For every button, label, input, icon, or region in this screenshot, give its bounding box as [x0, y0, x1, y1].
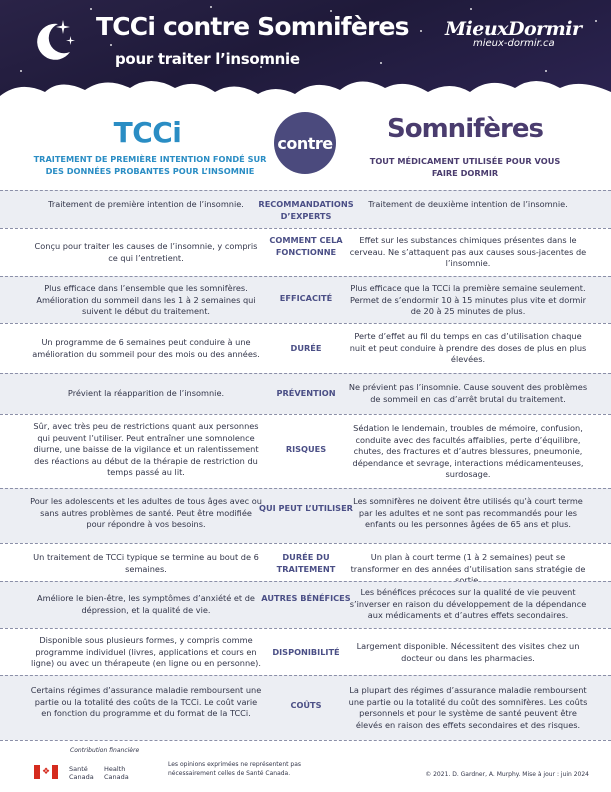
row-label: EFFICACITÉ	[279, 293, 333, 303]
somniferes-column-description: TOUT MÉDICAMENT UTILISÉE POUR VOUS FAIRE DORMIR	[369, 156, 561, 178]
tcci-cell: Pour les adolescents et les adultes de tous âges avec ou sans autres problèmes de santé. Peut être modifiée pour répondre à vos besoins.	[30, 496, 262, 530]
somniferes-cell: Les bénéfices précoces sur la qualité de vie peuvent s’inverser en raison du développement de la dépendance aux médicaments et d’autres effets secondaires.	[349, 587, 587, 621]
table-row	[0, 675, 611, 740]
tcci-cell: Prévient la réapparition de l’insomnie.	[67, 388, 225, 398]
sparkle-icon	[66, 36, 75, 45]
somniferes-cell: Un plan à court terme (1 à 2 semaines) peut se transformer en des années d’utilisation sans stratégie de	[350, 552, 586, 574]
somniferes-cell: Traitement de deuxième intention de l’insomnie.	[368, 199, 568, 209]
somniferes-cell: La plupart des régimes d’assurance maladie remboursent une partie ou la totalité du coût des somnifères. Les coûts personnels et pour le système de santé peuvent être élevés en raison des effets secondaires et des risques.	[348, 685, 588, 730]
table-row	[0, 628, 611, 675]
row-label: PRÉVENTION	[276, 388, 336, 398]
table-row	[0, 228, 611, 276]
table-row	[0, 190, 611, 228]
row-label: DISPONIBILITÉ	[272, 647, 340, 657]
row-label: RECOMMANDATIONS D’EXPERTS	[258, 199, 354, 221]
funding-label: Contribution financière	[70, 747, 140, 754]
disclaimer-text: Les opinions exprimées ne représentent pas nécessairement celles de Santé Canada.	[168, 761, 302, 777]
table-row	[0, 488, 611, 543]
table-row	[0, 323, 611, 373]
tcci-cell: Un programme de 6 semaines peut conduire à une amélioration du sommeil pour des mois ou des années.	[32, 337, 260, 359]
somniferes-cell: Largement disponible. Nécessitent des visites chez un docteur ou dans les pharmacies.	[356, 641, 580, 663]
table-row	[0, 543, 611, 581]
tcci-cell: Traitement de première intention de l’insomnie.	[48, 199, 244, 209]
somniferes-cell: Effet sur les substances chimiques présentes dans le cerveau. Ne s’attaquent pas aux causes sous-jacentes de l’insomnie.	[349, 235, 587, 269]
table-row	[0, 373, 611, 414]
somniferes-cell: Les somnifères ne doivent être utilisés qu’à court terme par les adultes et ne sont pas recommandés pour les enfants ou les personnes âgées de 65 ans et plus.	[353, 496, 583, 530]
page-title: TCCi contre Somnifères	[96, 12, 409, 41]
logo-url: mieux-dormir.ca	[473, 38, 555, 49]
sparkle-icon	[56, 20, 70, 34]
tcci-column-title: TCCi	[113, 116, 182, 149]
tcci-column-description: TRAITEMENT DE PREMIÈRE INTENTION FONDÉ SUR DES DONNÉES PROBANTES POUR L’INSOMNIE	[33, 154, 267, 176]
row-label: AUTRES BÉNÉFICES	[261, 593, 351, 603]
logo-text: MieuxDormir	[445, 18, 582, 40]
tcci-cell: Sûr, avec très peu de restrictions quant aux personnes qui peuvent l’utiliser. Peut entraîner une somnolence diurne, une baisse de la vigilance et un ralentissement des réactions au début de la thérapie de restriction du temps passé au lit.	[33, 421, 259, 478]
star-icon	[90, 8, 92, 10]
health-canada-label: Health Canada	[104, 765, 129, 781]
contre-badge: contre	[274, 112, 336, 174]
row-label: QUI PEUT L’UTILISER	[259, 503, 353, 513]
star-icon	[110, 44, 112, 46]
tcci-cell: Plus efficace dans l’ensemble que les somnifères. Amélioration du sommeil dans les 1 à 2 semaines qui suivent le début du traitement.	[36, 283, 256, 317]
mieux-dormir-logo	[445, 18, 585, 49]
canada-flag-icon: ❖	[34, 765, 58, 779]
somniferes-cell: Ne prévient pas l’insomnie. Cause souvent des problèmes de sommeil en cas d’arrêt brutal du traitement.	[348, 382, 588, 404]
row-label: RISQUES	[285, 444, 327, 454]
footer	[0, 740, 611, 792]
page-subtitle: pour traiter l’insomnie	[115, 50, 300, 68]
somniferes-column-title: Somnifères	[387, 114, 543, 144]
cloud-icon	[0, 70, 611, 110]
star-icon	[420, 30, 422, 32]
somniferes-cell: Perte d’effet au fil du temps en cas d’utilisation chaque nuit et peut conduire à prendre des doses de plus en plus élevées.	[349, 331, 587, 365]
sante-canada-label: Santé Canada	[69, 765, 94, 781]
row-label: COÛTS	[290, 700, 322, 710]
star-icon	[470, 8, 472, 10]
table-row	[0, 581, 611, 628]
row-label: DURÉE DU TRAITEMENT	[276, 552, 336, 574]
tcci-cell: Certains régimes d’assurance maladie remboursent une partie ou la totalité des coûts de la TCCi. Le coût varie en fonction du programme et du format de la TCCi.	[30, 685, 262, 719]
star-icon	[595, 20, 597, 22]
tcci-cell: Un traitement de TCCi typique se termine au bout de 6 semaines.	[33, 552, 259, 574]
table-row	[0, 276, 611, 323]
star-icon	[210, 6, 212, 8]
row-label: COMMENT CELA FONCTIONNE	[269, 235, 343, 257]
row-label: DURÉE	[290, 343, 322, 353]
somniferes-cell: Plus efficace que la TCCi la première semaine seulement. Permet de s’endormir 10 à 15 minutes plus vite et dormir de 20 à 25 minutes de plus.	[349, 283, 587, 317]
tcci-cell: Améliore le bien-être, les symptômes d’anxiété et de dépression, et la qualité de vie.	[37, 593, 255, 615]
table-row	[0, 414, 611, 488]
star-icon	[380, 62, 382, 64]
somniferes-cell: Sédation le lendemain, troubles de mémoire, confusion, conduite avec des facultés affaiblies, perte d’équilibre, chutes, des fractures et d’autres blessures, pneumonie, dépendance et sevrage, interactions médicamenteuses, surdosage.	[352, 423, 584, 480]
tcci-cell: Conçu pour traiter les causes de l’insomnie, y compris ce qui l’entretient.	[34, 241, 258, 263]
copyright-text: © 2021. D. Gardner, A. Murphy. Mise à jour : juin 2024	[425, 771, 589, 778]
tcci-cell: Disponible sous plusieurs formes, y compris comme programme individuel (livres, applications et cours en ligne) ou avec un thérapeute (en ligne ou en personne).	[31, 635, 261, 669]
